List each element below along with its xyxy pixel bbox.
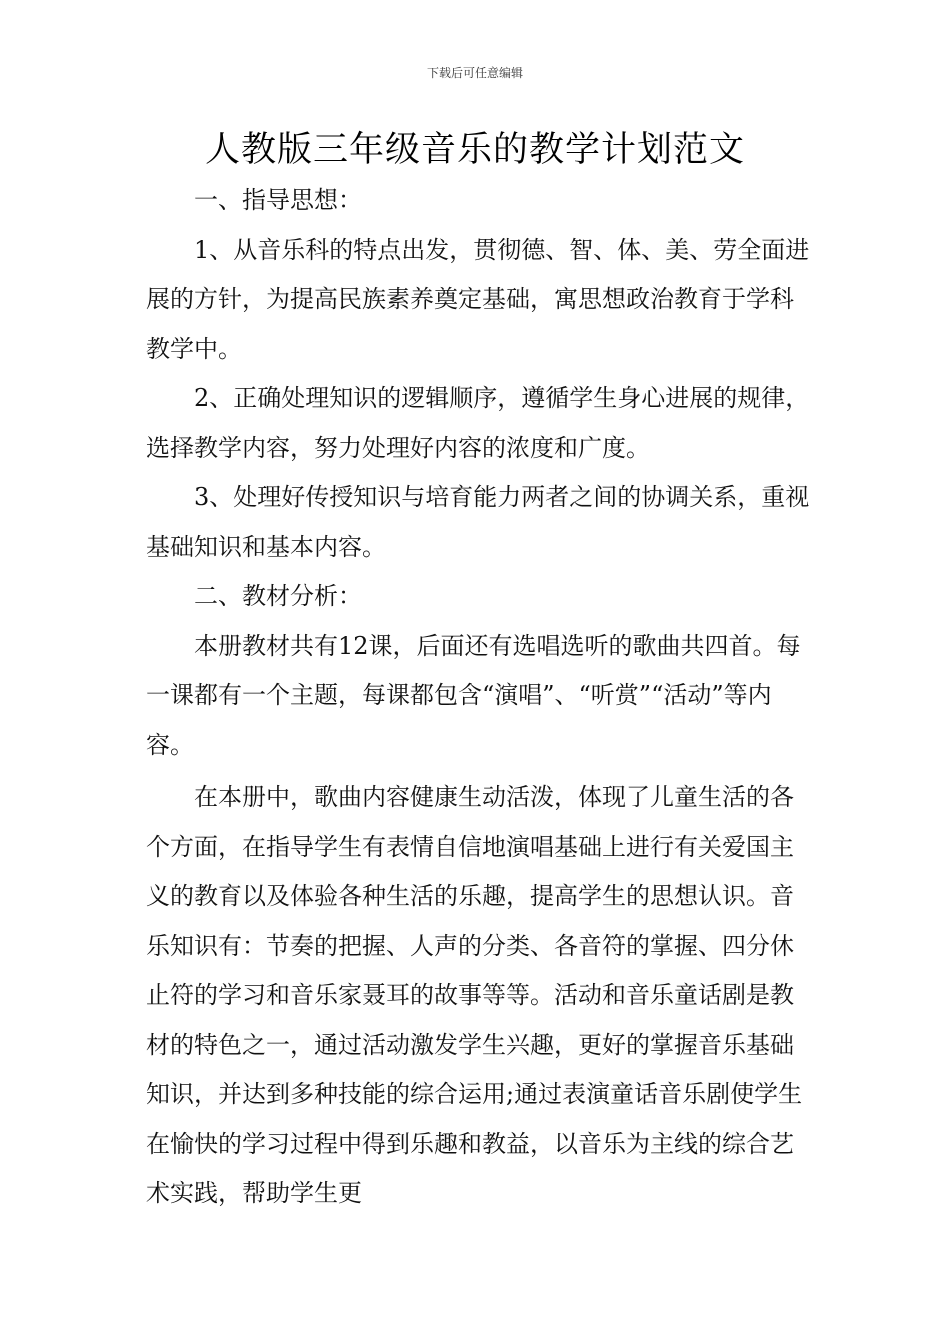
paragraph-point-2: 2、正确处理知识的逻辑顺序，遵循学生身心进展的规律，选择教学内容，努力处理好内容的浓度和广度。 [146,384,810,462]
paragraph-textbook-content: 在本册中，歌曲内容健康生动活泼，体现了儿童生活的各个方面，在指导学生有表情自信地演唱基础上进行有关爱国主义的教育以及体验各种生活的乐趣，提高学生的思想认识。音乐知识有：节奏的把握、人声的分类、各音符的掌握、四分休止符的学习和音乐家聂耳的故事等等。活动和音乐童话剧是教材的特色之一，通过活动激发学生兴趣，更好的掌握音乐基础知识，并达到多种技能的综合运用;通过表演童话音乐剧使学生在愉快的学习过程中得到乐趣和教益，以音乐为主线的综合艺术实践，帮助学生更 [146,783,803,1207]
paragraph-point-1: 1、从音乐科的特点出发，贯彻德、智、体、美、劳全面进展的方针，为提高民族素养奠定基础，寓思想政治教育于学科教学中。 [146,235,810,363]
document-body [146,176,816,1219]
section-heading-guiding-ideology: 一、指导思想： [194,186,362,214]
section-heading-textbook-analysis: 二、教材分析： [194,582,362,610]
paragraph-textbook-overview: 本册教材共有12课，后面还有选唱选听的歌曲共四首。每一课都有一个主题，每课都包含“演唱”、“听赏”“活动”等内容。 [146,631,801,759]
paragraph-point-3: 3、处理好传授知识与培育能力两者之间的协调关系，重视基础知识和基本内容。 [146,483,810,561]
document-title: 人教版三年级音乐的教学计划范文 [204,130,745,170]
header-note: 下载后可任意编辑 [426,66,523,80]
